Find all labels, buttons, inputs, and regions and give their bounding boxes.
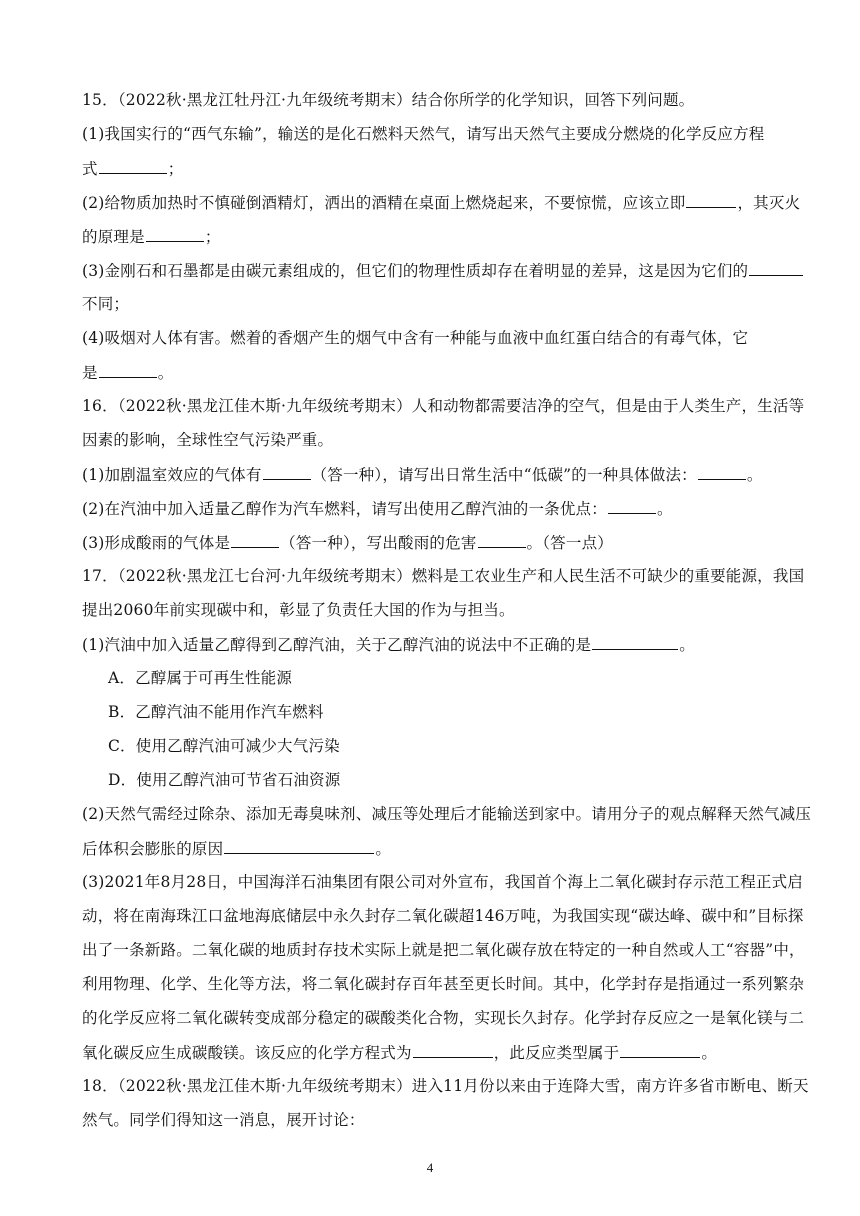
answer-blank[interactable] [698, 464, 746, 480]
q15-part2-line2: 的原理是 ； [82, 228, 221, 246]
q17-part2-line2: 后体积会膨胀的原因 。 [82, 840, 392, 858]
q17-part3-line2: 动，将在南海珠江口盆地海底储层中永久封存二氧化碳超146万吨，为我国实现“碳达峰、碳中和”目标探 [82, 907, 804, 925]
q16-part2: (2)在汽油中加入适量乙醇作为汽车燃料，请写出使用乙醇汽油的一条优点： 。 [82, 500, 673, 518]
q17-part3-line1: (3)2021年8月28日，中国海洋石油集团有限公司对外宣布，我国首个海上二氧化碳封存示范工程正式启 [82, 873, 803, 891]
q18-heading-line2: 然气。同学们得知这一消息，展开讨论： [82, 1111, 365, 1129]
q17-heading-line2: 提出2060年前实现碳中和，彰显了负责任大国的作为与担当。 [82, 601, 515, 619]
q15-part2-line1: (2)给物质加热时不慎碰倒酒精灯，洒出的酒精在桌面上燃烧起来，不要惊慌，应该立即 ，其灭火 [82, 194, 801, 212]
q17-part1: (1)汽油中加入适量乙醇得到乙醇汽油，关于乙醇汽油的说法中不正确的是 。 [82, 636, 695, 654]
q16-part3: (3)形成酸雨的气体是 （答一种），写出酸雨的危害 。（答一点） [82, 534, 613, 552]
q17-part3-line5: 的化学反应将二氧化碳转变成部分稳定的碳酸类化合物，实现长久封存。化学封存反应之一是氧化镁与二 [82, 1009, 805, 1027]
q17-option-b[interactable]: B．乙醇汽油不能用作汽车燃料 [108, 703, 324, 721]
answer-blank[interactable] [413, 1042, 493, 1058]
q17-part2-line1: (2)天然气需经过除杂、添加无毒臭味剂、减压等处理后才能输送到家中。请用分子的观点解释天然气减压 [82, 805, 812, 823]
q17-option-c[interactable]: C．使用乙醇汽油可减少大气污染 [108, 737, 340, 755]
q17-option-a[interactable]: A．乙醇属于可再生性能源 [108, 669, 293, 687]
q17-part3-line4: 利用物理、化学、生化等方法，将二氧化碳封存百年甚至更长时间。其中，化学封存是指通过一系列繁杂 [82, 975, 805, 993]
page-number: 4 [426, 1160, 434, 1175]
answer-blank[interactable] [478, 532, 526, 548]
q15-part4-line2: 是 。 [82, 364, 174, 382]
q17-part3-line3: 出了一条新路。二氧化碳的地质封存技术实际上就是把二氧化碳存放在特定的一种自然或人工“容器”中， [82, 941, 805, 959]
answer-blank[interactable] [99, 362, 157, 378]
answer-blank[interactable] [146, 226, 204, 242]
answer-blank[interactable] [592, 634, 678, 650]
q18-heading: 18．（2022秋·黑龙江佳木斯·九年级统考期末）进入11月份以来由于连降大雪，南方许多省市断电、断天 [82, 1077, 809, 1095]
answer-blank[interactable] [686, 192, 736, 208]
q17-heading: 17．（2022秋·黑龙江七台河·九年级统考期末）燃料是工农业生产和人民生活不可缺少的重要能源，我国 [82, 567, 805, 585]
q15-part3-line1: (3)金刚石和石墨都是由碳元素组成的，但它们的物理性质却存在着明显的差异，这是因为它们的 [82, 260, 804, 281]
answer-blank[interactable] [620, 1042, 700, 1058]
q15-part3-line2: 不同； [82, 295, 130, 313]
answer-blank[interactable] [99, 158, 167, 174]
q15-heading: 15．（2022秋·黑龙江牡丹江·九年级统考期末）结合你所学的化学知识，回答下列问题。 [82, 91, 695, 109]
q17-option-d[interactable]: D．使用乙醇汽油可节省石油资源 [108, 771, 341, 789]
answer-blank[interactable] [231, 532, 279, 548]
answer-blank[interactable] [608, 498, 656, 514]
answer-blank[interactable] [749, 260, 803, 276]
q15-part4-line1: (4)吸烟对人体有害。燃着的香烟产生的烟气中含有一种能与血液中血红蛋白结合的有毒气体，它 [82, 329, 749, 347]
q16-heading-line2: 因素的影响，全球性空气污染严重。 [82, 431, 334, 449]
q16-part1: (1)加剧温室效应的气体有 （答一种），请写出日常生活中“低碳”的一种具体做法： 。 [82, 466, 763, 484]
q15-part1-line2: 式 ； [82, 160, 184, 178]
q16-heading: 16．（2022秋·黑龙江佳木斯·九年级统考期末）人和动物都需要洁净的空气，但是由于人类生产，生活等 [82, 397, 805, 415]
answer-blank[interactable] [263, 464, 311, 480]
q15-part1-line1: (1)我国实行的“西气东输”，输送的是化石燃料天然气，请写出天然气主要成分燃烧的化学反应方程 [82, 125, 765, 143]
q17-part3-line6: 氧化碳反应生成碳酸镁。该反应的化学方程式为 ，此反应类型属于 。 [82, 1044, 718, 1062]
answer-blank[interactable] [224, 838, 374, 854]
